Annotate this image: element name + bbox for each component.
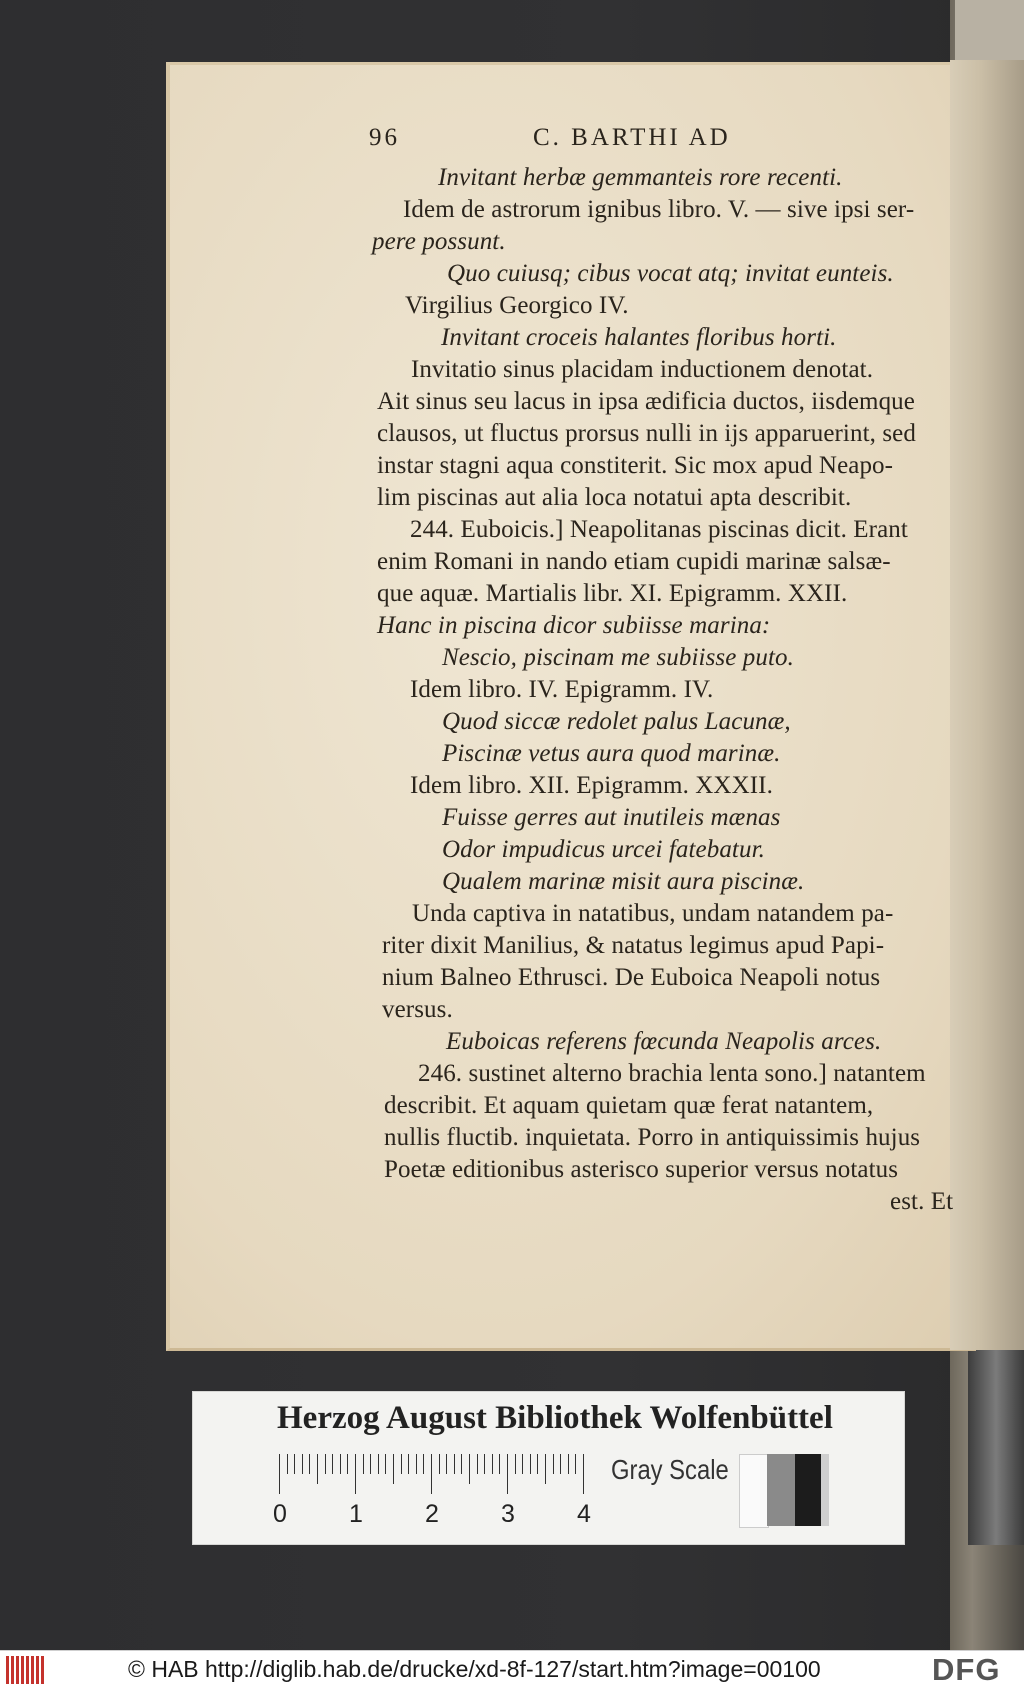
text-line: Fuisse gerres aut inutileis mænas bbox=[442, 804, 781, 831]
ruler-tick bbox=[317, 1454, 318, 1484]
text-line: pere possunt. bbox=[372, 228, 506, 255]
ruler-tick bbox=[530, 1454, 531, 1474]
text-line: clausos, ut fluctus prorsus nulli in ijs apparuerint, sed bbox=[377, 420, 916, 447]
ruler-tick bbox=[363, 1454, 364, 1474]
ruler-tick bbox=[309, 1454, 310, 1474]
page-gutter-edge bbox=[950, 60, 1024, 1350]
ruler-tick bbox=[499, 1454, 500, 1474]
ruler-tick bbox=[461, 1454, 462, 1474]
swatch-gray bbox=[767, 1454, 795, 1526]
ruler-tick bbox=[454, 1454, 455, 1474]
ruler-tick bbox=[423, 1454, 424, 1474]
scale-number: 0 bbox=[273, 1500, 287, 1528]
scale-number: 1 bbox=[349, 1500, 363, 1528]
text-line: nullis fluctib. inquietata. Porro in antiquissimis hujus bbox=[384, 1124, 921, 1151]
text-line: Invitant herbæ gemmanteis rore recenti. bbox=[438, 164, 843, 191]
ruler-tick bbox=[340, 1454, 341, 1474]
clamp-bar bbox=[968, 1345, 1024, 1545]
ruler-tick bbox=[279, 1454, 280, 1494]
text-line: Odor impudicus urcei fatebatur. bbox=[442, 836, 765, 863]
ruler-tick bbox=[385, 1454, 386, 1474]
text-line: Hanc in piscina dicor subiisse marina: bbox=[377, 612, 771, 639]
ruler-tick bbox=[287, 1454, 288, 1474]
text-line: 246. sustinet alterno brachia lenta sono.] natantem bbox=[418, 1060, 926, 1087]
dfg-logo: DFG bbox=[932, 1652, 1001, 1687]
text-line: Unda captiva in natatibus, undam natandem pa- bbox=[412, 900, 894, 927]
library-name: Herzog August Bibliothek Wolfenbüttel bbox=[277, 1400, 833, 1436]
text-line: Idem de astrorum ignibus libro. V. — sive ipsi ser- bbox=[403, 196, 915, 223]
scale-number: 2 bbox=[425, 1500, 439, 1528]
text-line: que aquæ. Martialis libr. XI. Epigramm. XXII. bbox=[377, 580, 848, 607]
ruler-tick bbox=[355, 1454, 356, 1494]
running-head: C. BARTHI AD bbox=[533, 124, 731, 151]
text-line: Qualem marinæ misit aura piscinæ. bbox=[442, 868, 805, 895]
swatch-white bbox=[739, 1454, 769, 1528]
text-line: enim Romani in nando etiam cupidi marinæ salsæ- bbox=[377, 548, 891, 575]
text-line: Quo cuiusq; cibus vocat atq; invitat eunteis. bbox=[447, 260, 894, 287]
ruler-tick bbox=[553, 1454, 554, 1474]
text-line: Euboicas referens fœcunda Neapolis arces. bbox=[446, 1028, 882, 1055]
text-line: Invitant croceis halantes floribus horti. bbox=[441, 324, 837, 351]
ruler-tick bbox=[583, 1454, 584, 1494]
ruler-tick bbox=[294, 1454, 295, 1474]
ruler-tick bbox=[560, 1454, 561, 1474]
page-number: 96 bbox=[369, 124, 400, 151]
text-line: Invitatio sinus placidam inductionem denotat. bbox=[411, 356, 874, 383]
scale-number: 3 bbox=[501, 1500, 515, 1528]
ruler-tick bbox=[537, 1454, 538, 1474]
ruler-tick bbox=[507, 1454, 508, 1494]
swatch-black bbox=[795, 1454, 821, 1526]
text-line: riter dixit Manilius, & natatus legimus apud Papi- bbox=[382, 932, 885, 959]
ruler-tick bbox=[401, 1454, 402, 1474]
ruler-tick bbox=[378, 1454, 379, 1474]
ruler-tick bbox=[325, 1454, 326, 1474]
scale-number: 4 bbox=[577, 1500, 591, 1528]
ruler-tick bbox=[477, 1454, 478, 1474]
ruler-tick bbox=[575, 1454, 576, 1474]
ruler-tick bbox=[332, 1454, 333, 1474]
ruler-tick bbox=[302, 1454, 303, 1474]
text-line: Ait sinus seu lacus in ipsa ædificia ductos, iisdemque bbox=[377, 388, 915, 415]
ruler-tick bbox=[416, 1454, 417, 1474]
text-line: versus. bbox=[382, 996, 453, 1023]
text-line: nium Balneo Ethrusci. De Euboica Neapoli notus bbox=[382, 964, 881, 991]
ruler-tick bbox=[469, 1454, 470, 1484]
hab-logo-icon bbox=[6, 1656, 46, 1686]
ruler-tick bbox=[568, 1454, 569, 1474]
text-line: Virgilius Georgico IV. bbox=[405, 292, 629, 319]
text-line: Idem libro. IV. Epigramm. IV. bbox=[410, 676, 714, 703]
ruler-tick bbox=[446, 1454, 447, 1474]
text-line: Idem libro. XII. Epigramm. XXXII. bbox=[410, 772, 773, 799]
ruler-tick bbox=[515, 1454, 516, 1474]
text-line: lim piscinas aut alia loca notatui apta describit. bbox=[377, 484, 852, 511]
adjacent-page-top bbox=[955, 0, 1024, 60]
text-line: est. Et bbox=[890, 1188, 954, 1215]
color-scale-card bbox=[192, 1391, 905, 1545]
ruler bbox=[279, 1454, 585, 1494]
ruler-tick bbox=[522, 1454, 523, 1474]
text-line: Poetæ editionibus asterisco superior versus notatus bbox=[384, 1156, 899, 1183]
ruler-tick bbox=[484, 1454, 485, 1474]
swatch-edge bbox=[821, 1454, 829, 1526]
ruler-tick bbox=[439, 1454, 440, 1474]
text-line: 244. Euboicis.] Neapolitanas piscinas dicit. Erant bbox=[410, 516, 908, 543]
ruler-tick bbox=[408, 1454, 409, 1474]
ruler-tick bbox=[370, 1454, 371, 1474]
text-line: instar stagni aqua constiterit. Sic mox apud Neapo- bbox=[377, 452, 894, 479]
ruler-tick bbox=[431, 1454, 432, 1494]
text-line: Nescio, piscinam me subiisse puto. bbox=[442, 644, 794, 671]
text-line: Quod siccæ redolet palus Lacunæ, bbox=[442, 708, 791, 735]
text-line: describit. Et aquam quietam quæ ferat natantem, bbox=[384, 1092, 874, 1119]
ruler-tick bbox=[347, 1454, 348, 1474]
gray-scale-label: Gray Scale bbox=[611, 1454, 729, 1485]
ruler-tick bbox=[393, 1454, 394, 1484]
footer-copyright-link[interactable]: © HAB http://diglib.hab.de/drucke/xd-8f-127/start.htm?image=00100 bbox=[128, 1656, 821, 1682]
text-line: Piscinæ vetus aura quod marinæ. bbox=[442, 740, 781, 767]
ruler-tick bbox=[545, 1454, 546, 1484]
ruler-tick bbox=[492, 1454, 493, 1474]
